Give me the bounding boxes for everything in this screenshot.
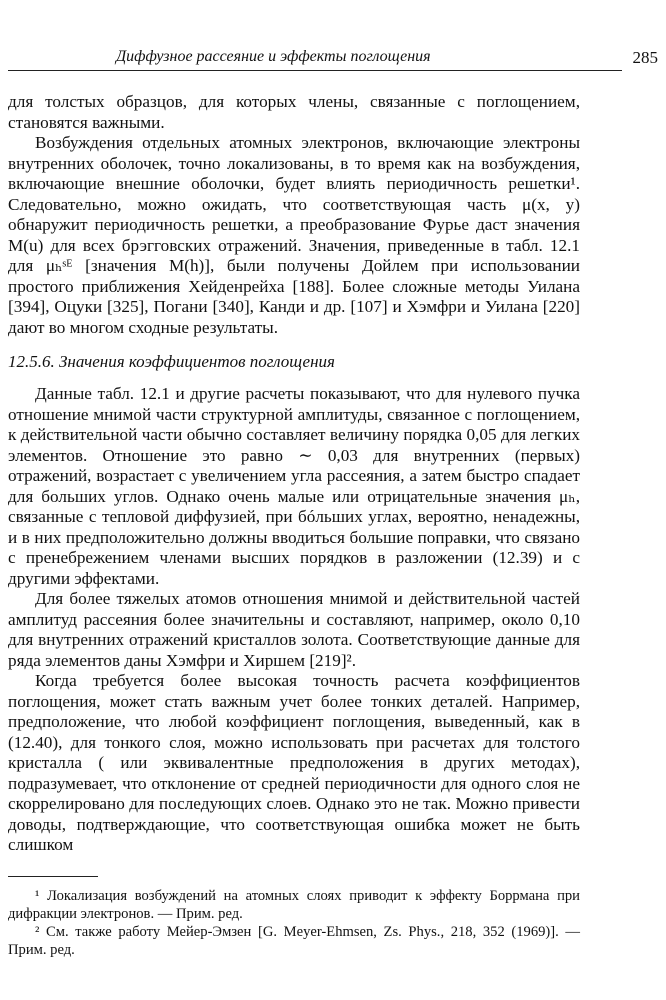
paragraph-heavy-atoms: Для более тяжелых атомов отношения мнимой и действительной частей амплитуд рассеяния более значительны и составляют, например, около 0,10 для внутренних отражений кристаллов золота. Соответствующие данные для ряда элементов даны Хэмфри и Хиршем [219]².: [8, 589, 580, 670]
paragraph-continuation: для толстых образцов, для которых члены, связанные с поглощением, становятся важными.: [8, 92, 580, 132]
page-body: [8, 92, 580, 959]
running-title: Диффузное рассеяние и эффекты поглощения: [116, 48, 431, 65]
section-title: 12.5.6. Значения коэффициентов поглощения: [8, 352, 335, 371]
paragraph-excitations: Возбуждения отдельных атомных электронов, включающие электроны внутренних оболочек, точно локализованы, в то время как на возбуждения, включающие внешние оболочки, будет влиять периодичность решетки¹. Следовательно, можно ожидать, что соответствующая часть μ(x, y) обнаружит периодичность решетки, а преобразование Фурье даст значения M(u) для всех брэгговских отражений. Значения, приведенные в табл. 12.1 для μₕˢᴱ [значения M(h)], были получены Дойлем при использовании простого приближения Хейденрейха [188]. Более сложные методы Уилана [394], Оцуки [325], Погани [340], Канди и др. [107] и Хэмфри и Уилана [220] дают во многом сходные результаты.: [8, 133, 580, 337]
page-header: [8, 44, 658, 71]
footnote-1: ¹ Локализация возбуждений на атомных слоях приводит к эффекту Боррмана при дифракции электронов. — Прим. ред.: [8, 887, 580, 922]
page-number: 285: [632, 48, 658, 67]
footnote-rule: [8, 876, 98, 877]
paragraph-accuracy: Когда требуется более высокая точность расчета коэффициентов поглощения, может стать важным учет более тонких деталей. Например, предположение, что любой коэффициент поглощения, выведенный, как в (12.40), для тонкого слоя, можно использовать при расчетах для толстого кристалла ( или эквивалентные предположения в других методах), подразумевает, что отклонение от средней периодичности для одного слоя не скоррелировано для последующих слоев. Однако это не так. Можно привести доводы, подтверждающие, что соответствующая ошибка может не быть слишком: [8, 671, 580, 854]
footnote-2: ² См. также работу Мейер-Эмзен [G. Meyer-Ehmsen, Zs. Phys., 218, 352 (1969)]. — Прим. ред.: [8, 923, 580, 958]
paragraph-absorption-values: Данные табл. 12.1 и другие расчеты показывают, что для нулевого пучка отношение мнимой части структурной амплитуды, связанное с поглощением, к действительной части обычно составляет величину порядка 0,05 для легких элементов. Отношение это равно ∼ 0,03 для внутренних (первых) отражений, возрастает с увеличением угла рассеяния, а затем быстро спадает для больших углов. Однако очень малые или отрицательные значения μₕ, связанные с тепловой диффузией, при бóльших углах, вероятно, ненадежны, и в них предположительно должны вводиться большие поправки, что связано с пренебрежением членами высших порядков в разложении (12.39) и с другими эффектами.: [8, 384, 580, 588]
